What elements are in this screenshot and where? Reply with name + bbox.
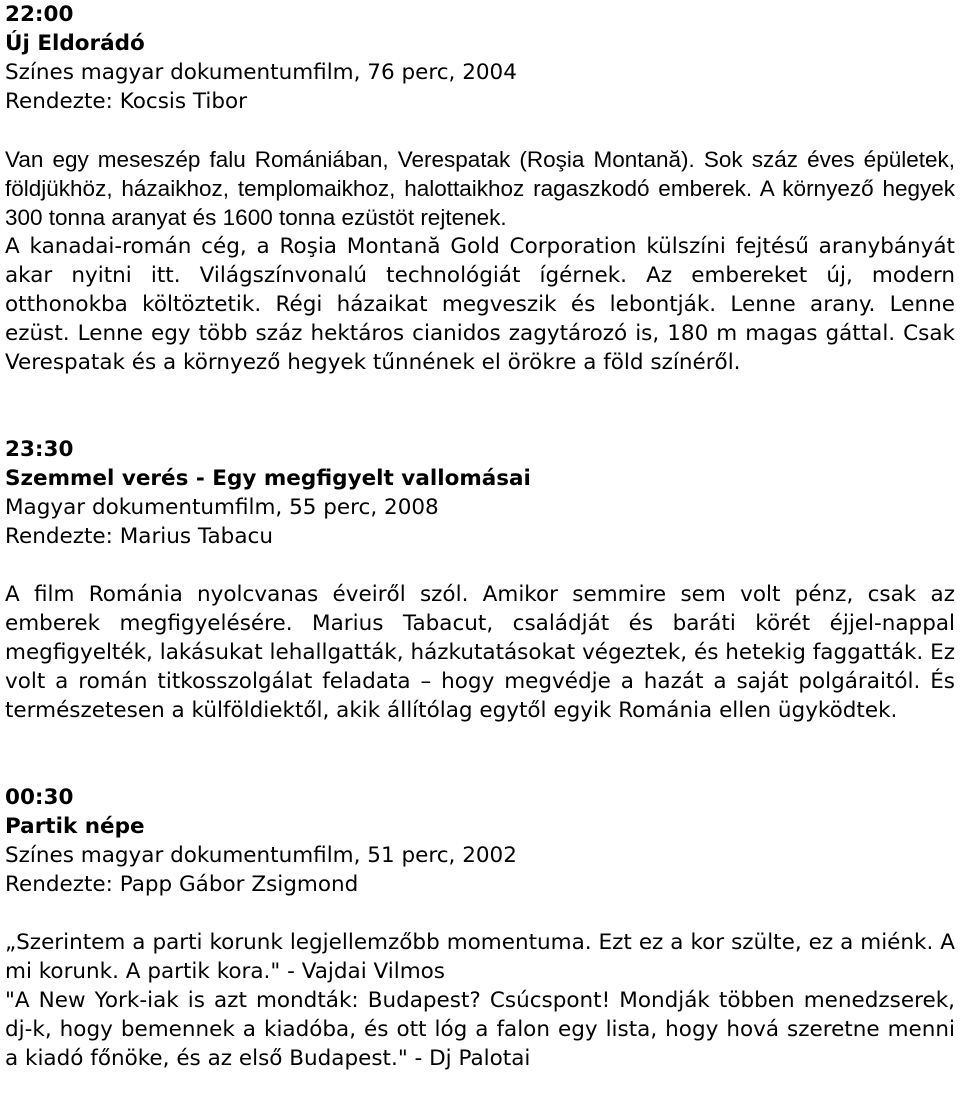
program-title: Szemmel verés - Egy megfigyelt vallomásai: [5, 466, 531, 491]
program-director: Rendezte: Papp Gábor Zsigmond: [5, 872, 359, 897]
program-2: [5, 435, 955, 725]
program-director: Rendezte: Marius Tabacu: [5, 524, 273, 549]
program-quote: "A New York-iak is azt mondták: Budapest? Csúcspont! Mondják többen menedzserek, dj-k, hogy bemennek a kiadóba, és ott lóg a falon egy lista, hogy hová szeretne menni a kiadó főnöke, és az első Budapest." - Dj Palotai: [5, 988, 955, 1071]
spacer: [5, 377, 955, 435]
spacer: [5, 725, 955, 783]
program-title: Új Eldorádó: [5, 31, 145, 56]
program-meta: Magyar dokumentumfilm, 55 perc, 2008: [5, 495, 439, 520]
spacer: [5, 116, 955, 145]
program-quote: „Szerintem a parti korunk legjellemzőbb momentuma. Ezt ez a kor szülte, ez a miénk. A mi korunk. A partik kora." - Vajdai Vilmos: [5, 930, 955, 984]
program-time: 00:30: [5, 785, 74, 810]
program-meta: Színes magyar dokumentumfilm, 51 perc, 2002: [5, 843, 517, 868]
program-time: 23:30: [5, 437, 74, 462]
program-1: [5, 0, 955, 377]
program-3: [5, 783, 955, 1073]
program-title: Partik népe: [5, 814, 145, 839]
program-meta: Színes magyar dokumentumfilm, 76 perc, 2004: [5, 60, 517, 85]
program-description: A film Románia nyolcvanas éveiről szól. Amikor semmire sem volt pénz, csak az emberek megfigyelésére. Marius Tabacut, családját és baráti körét éjjel-nappal megfigyelték, lakásukat lehallgatták, házkutatásokat végeztek, és hetekig faggatták. Ez volt a román titkosszolgálat feladata – hogy megvédje a hazát a saját polgáraitól. És természetesen a külföldiektől, akik állítólag egytől egyik Románia ellen ügyködtek.: [5, 582, 955, 723]
spacer: [5, 551, 955, 580]
program-description: Van egy meseszép falu Romániában, Verespatak (Roşia Montană). Sok száz éves épületek, földjükhöz, házaikhoz, templomaikhoz, halottaikhoz ragaszkodó emberek. A környező hegyek 300 tonna aranyat és 1600 tonna ezüstöt rejtenek.: [5, 147, 955, 230]
program-listing: [5, 0, 955, 1073]
program-description: A kanadai-román cég, a Roşia Montană Gold Corporation külszíni fejtésű aranybányát akar nyitni itt. Világszínvonalú technológiát ígérnek. Az embereket új, modern otthonokba költöztetik. Régi házaikat megveszik és lebontják. Lenne arany. Lenne ezüst. Lenne egy több száz hektáros cianidos zagytározó is, 180 m magas gáttal. Csak Verespatak és a környező hegyek tűnnének el örökre a föld színéről.: [5, 234, 955, 375]
program-director: Rendezte: Kocsis Tibor: [5, 89, 248, 114]
program-time: 22:00: [5, 2, 74, 27]
spacer: [5, 899, 955, 928]
